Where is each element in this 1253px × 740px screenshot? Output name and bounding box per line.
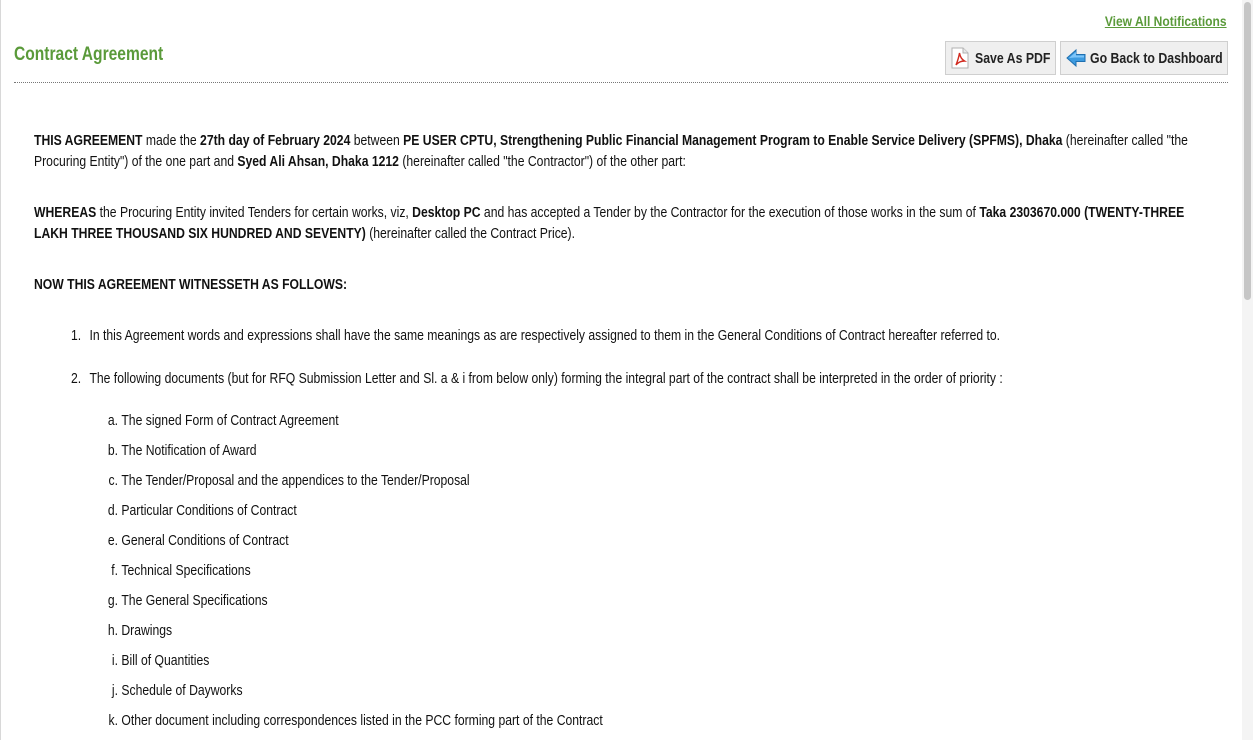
document-marker: d. (107, 503, 118, 519)
pdf-icon (951, 47, 969, 69)
save-as-pdf-label: Save As PDF (975, 49, 1051, 67)
document-text: Drawings (121, 623, 173, 639)
agreement-parties-paragraph (34, 131, 1193, 203)
document-marker: k. (108, 713, 118, 729)
text-segment: between (350, 133, 404, 149)
document-text: Other document including correspondences listed in the PCC forming part of the Contract (121, 713, 603, 729)
document-text: General Conditions of Contract (121, 533, 289, 549)
clause-list (34, 326, 1193, 412)
text-segment: the Procuring Entity invited Tenders for certain works, viz, (96, 205, 413, 221)
vertical-scrollbar[interactable] (1242, 0, 1253, 740)
left-border (0, 0, 1, 740)
document-marker: i. (111, 653, 118, 669)
document-marker: e. (107, 533, 118, 549)
whereas-paragraph (34, 203, 1193, 275)
document-marker: b. (107, 443, 118, 459)
view-all-notifications-link[interactable]: View All Notifications (1105, 13, 1227, 29)
save-as-pdf-button[interactable] (945, 41, 1056, 75)
document-marker: g. (107, 593, 118, 609)
document-item (34, 621, 603, 651)
document-marker: a. (107, 413, 118, 429)
text-segment: (hereinafter called "the Procuring Entity") of the one part and (34, 133, 1188, 170)
document-text: Technical Specifications (121, 563, 251, 579)
document-item (34, 651, 603, 681)
text-segment: made the (142, 133, 201, 149)
document-text: The signed Form of Contract Agreement (121, 413, 339, 429)
document-item (34, 471, 603, 501)
contractor-name: Syed Ali Ahsan, Dhaka 1212 (237, 154, 399, 170)
go-back-to-dashboard-label: Go Back to Dashboard (1090, 49, 1223, 67)
agreement-heading-text: THIS AGREEMENT (34, 133, 143, 149)
clause-text: In this Agreement words and expressions shall have the same meanings as are respectively assigned to them in the General Conditions of Contract hereafter referred to. (89, 328, 1001, 344)
document-text: The Notification of Award (121, 443, 257, 459)
agreement-body (34, 131, 1234, 729)
scrollbar-thumb[interactable] (1244, 2, 1251, 300)
document-item (34, 411, 603, 441)
document-item (34, 561, 603, 591)
document-item (34, 711, 603, 740)
document-marker: f. (111, 563, 118, 579)
text-segment: and has accepted a Tender by the Contractor for the execution of those works in the sum of (480, 205, 980, 221)
text-segment: (hereinafter called the Contract Price). (365, 226, 575, 242)
contract-documents-list (34, 411, 603, 740)
clause-number: 2. (70, 371, 82, 387)
whereas-text: WHEREAS (34, 205, 97, 221)
document-text: The Tender/Proposal and the appendices to the Tender/Proposal (121, 473, 470, 489)
clause-item (34, 369, 1193, 412)
witnesseth-text: NOW THIS AGREEMENT WITNESSETH AS FOLLOWS: (34, 277, 348, 293)
document-item (34, 441, 603, 471)
document-text: Bill of Quantities (121, 653, 210, 669)
clause-text: The following documents (but for RFQ Submission Letter and Sl. a & i from below only) forming the integral part of the contract shall be interpreted in the order of priority : (89, 371, 1003, 387)
document-text: Schedule of Dayworks (121, 683, 243, 699)
agreement-date: 27th day of February 2024 (200, 133, 351, 149)
document-text: The General Specifications (121, 593, 268, 609)
clause-item (34, 326, 1193, 369)
go-back-to-dashboard-button[interactable] (1060, 41, 1228, 75)
document-marker: j. (111, 683, 118, 699)
clause-number: 1. (70, 328, 82, 344)
document-text: Particular Conditions of Contract (121, 503, 297, 519)
document-item (34, 681, 603, 711)
title-bar (14, 40, 1228, 83)
works-name: Desktop PC (412, 205, 481, 221)
contract-price: Taka 2303670.000 (TWENTY-THREE LAKH THREE THOUSAND SIX HUNDRED AND SEVENTY) (34, 205, 1185, 242)
document-item (34, 531, 603, 561)
document-item (34, 591, 603, 621)
text-segment: (hereinafter called "the Contractor") of the other part: (398, 154, 686, 170)
witnesseth-heading (34, 275, 1193, 326)
back-arrow-icon (1066, 48, 1086, 68)
document-marker: c. (108, 473, 118, 489)
procuring-entity-name: PE USER CPTU, Strengthening Public Financial Management Program to Enable Service Delivery (SPFMS), Dhaka (403, 133, 1063, 149)
document-marker: h. (107, 623, 118, 639)
document-item (34, 501, 603, 531)
page-title: Contract Agreement (14, 44, 164, 65)
